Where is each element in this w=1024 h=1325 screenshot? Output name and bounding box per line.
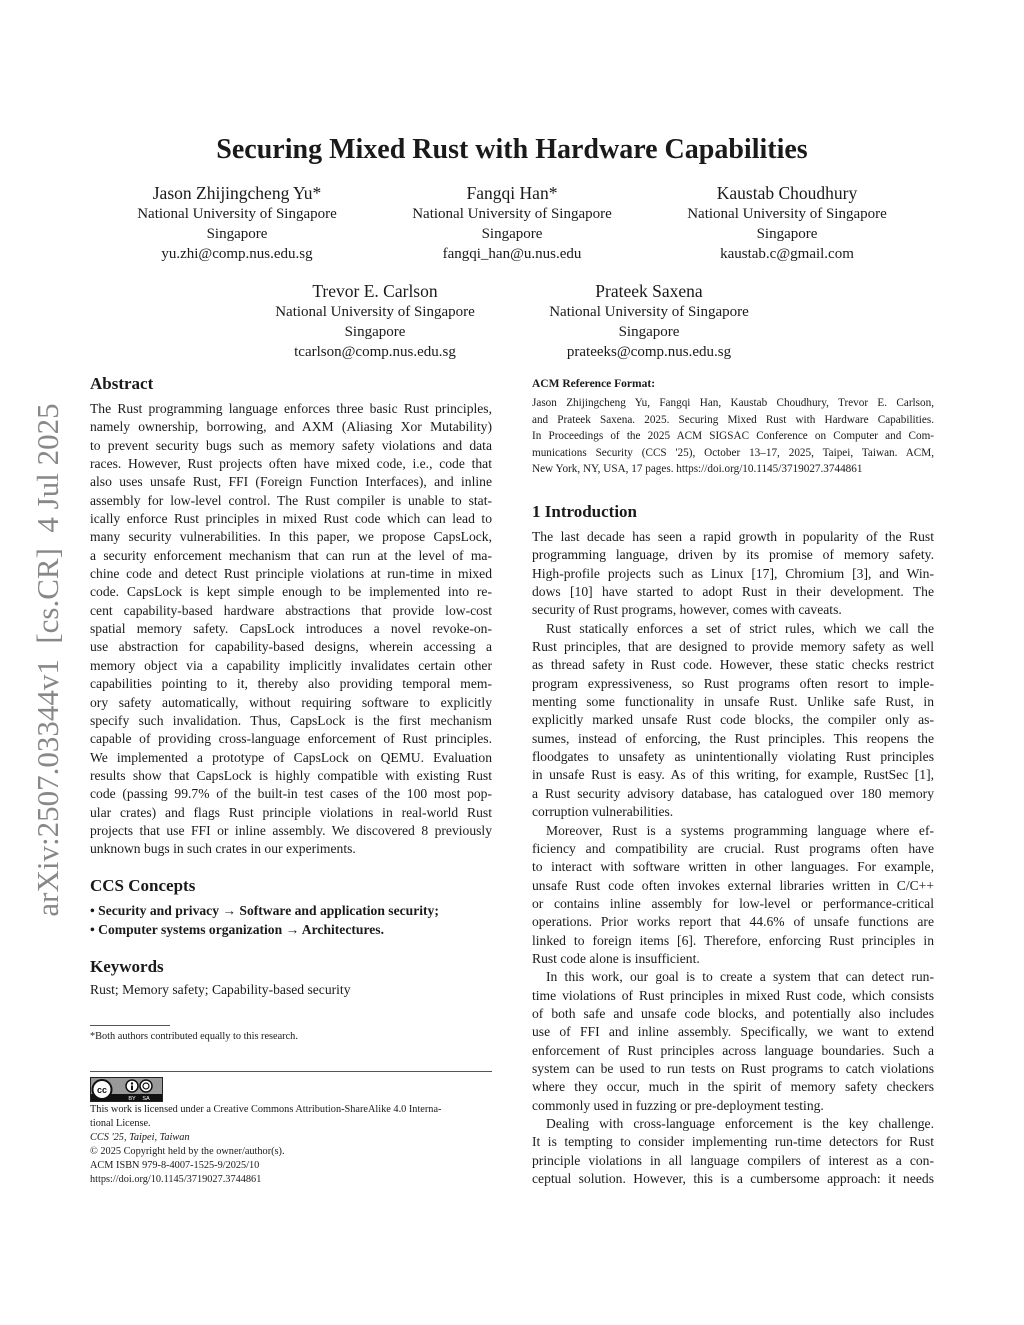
acm-ref-heading: ACM Reference Format:	[532, 378, 656, 390]
author-affiliation: National University of Singapore	[137, 206, 337, 222]
license-text: tional License.	[90, 1118, 151, 1129]
text-line: Rust principles, that are designed to provide memory safety as well	[532, 639, 934, 655]
svg-text:cc: cc	[96, 1085, 108, 1095]
author-affiliation: National University of Singapore	[412, 206, 612, 222]
author-block	[647, 182, 927, 264]
text-line: namely ownership, borrowing, and AXM (Aliasing Xor Mutability)	[90, 419, 492, 435]
acm-reference	[532, 395, 934, 478]
text-line: Moreover, Rust is a systems programming language where ef-	[546, 822, 934, 838]
author-affiliation: National University of Singapore	[549, 304, 749, 320]
text-line: sumes, instead of enforcing, the Rust principles. This reopens the	[532, 730, 934, 746]
text-line: capabilities pointing to it, thereby also providing temporal mem-	[90, 676, 492, 692]
text-line: as thread safety in Rust code. However, these static checks restrict	[532, 657, 934, 673]
text-line: a security enforcement mechanism that can run at the level of ma-	[90, 547, 492, 563]
arxiv-identifier: arXiv:2507.03344v1 [cs.CR] 4 Jul 2025	[30, 403, 65, 917]
text-line: many security vulnerabilities. In this paper, we propose CapsLock,	[90, 529, 492, 545]
text-line: a Rust security advisory database, has catalogued over 180 memory	[532, 785, 934, 801]
keywords-text: Rust; Memory safety; Capability-based security	[90, 982, 351, 997]
text-line: dows [10] have started to adopt Rust in their development. The	[532, 584, 934, 600]
text-line: or contains inline assembly for low-level or performance-critical	[532, 895, 934, 911]
text-line: The last decade has seen a rapid growth in popularity of the Rust	[532, 529, 934, 544]
ccs-concepts	[90, 901, 492, 939]
cc-by-sa-badge-icon	[90, 1077, 163, 1102]
text-line: use abstraction for capability-based designs, wherein accessing a	[90, 639, 492, 655]
author-email: yu.zhi@comp.nus.edu.sg	[161, 246, 313, 262]
text-line: where they occur, much in the spirit of memory safety checkers	[532, 1079, 934, 1095]
text-line: commonly used in fuzzing or pre-deployment testing.	[532, 1097, 824, 1113]
text-line: The Rust programming language enforces three basic Rust principles,	[90, 401, 492, 416]
text-line: linked to foreign items [6]. Therefore, enforcing Rust principles in	[532, 932, 934, 948]
text-line: assembly for low-level control. The Rust compiler is unable to stat-	[90, 492, 492, 508]
ccs-item: • Computer systems organization → Architectures.	[90, 922, 384, 937]
text-line: spatial memory safety. CapsLock introduces a novel revoke-on-	[90, 621, 492, 637]
text-line: in unsafe Rust is easy. As of this writing, for example, RustSec [1],	[532, 767, 934, 783]
text-line: corruption vulnerabilities.	[532, 804, 674, 820]
text-line: Rust statically enforces a set of strict rules, which we call the	[546, 620, 934, 636]
text-line: capable of providing cross-language enforcement of Rust principles.	[90, 731, 492, 747]
author-block	[97, 182, 377, 264]
text-line: munications Security (CCS '25), October 13–17, 2025, Taipei, Taiwan. ACM,	[532, 446, 934, 459]
paper-title: Securing Mixed Rust with Hardware Capabilities	[216, 134, 808, 165]
license-rule	[90, 1071, 492, 1072]
text-line: floodgates to unsafety as unintentionally violating Rust principles	[532, 749, 934, 765]
author-name: Kaustab Choudhury	[716, 183, 858, 203]
text-line: memory object via a capability implicitly invalidates certain other	[90, 657, 492, 673]
svg-text:BY: BY	[128, 1096, 136, 1101]
text-line: ular crates) and flags Rust principle violations in real-world Rust	[90, 804, 492, 820]
text-line: It is tempting to consider implementing run-time detectors for Rust	[532, 1134, 934, 1150]
author-block	[509, 280, 789, 362]
author-country: Singapore	[344, 324, 406, 340]
author-affiliation: National University of Singapore	[275, 304, 475, 320]
author-name: Trevor E. Carlson	[312, 281, 438, 301]
author-block	[372, 182, 652, 264]
text-line: explicitly marked unsafe Rust code blocks, the compiler only as-	[532, 712, 934, 728]
text-line: Rust code alone is insufficient.	[532, 950, 700, 966]
footnote-rule	[90, 1025, 170, 1026]
author-country: Singapore	[756, 226, 818, 242]
ccs-heading: CCS Concepts	[90, 876, 196, 895]
ccs-item: • Security and privacy → Software and application security;	[90, 903, 439, 918]
text-line: In Proceedings of the 2025 ACM SIGSAC Conference on Computer and Com-	[532, 430, 934, 442]
text-line: races. However, Rust projects often have mixed code, i.e., code that	[90, 456, 492, 472]
text-line: ory safety automatically, without requiring software to explicitly	[90, 694, 492, 710]
text-line: specify such invalidation. Thus, CapsLock is the first mechanism	[90, 712, 492, 728]
text-line: New York, NY, USA, 17 pages. https://doi.org/10.1145/3719027.3744861	[532, 463, 863, 475]
keywords-heading: Keywords	[90, 957, 164, 976]
text-line: cent capability-based hardware abstractions that provide low-cost	[90, 602, 492, 618]
abstract-body	[90, 400, 492, 859]
text-line: program expressiveness, so Rust programs often resort to imple-	[532, 675, 934, 691]
author-name: Prateek Saxena	[595, 281, 703, 301]
text-line: system can be used to run tests on Rust programs to catch violations	[532, 1060, 934, 1076]
text-line: unsafe Rust code often invokes external libraries written in C/C++	[532, 877, 934, 893]
text-line: and Prateek Saxena. 2025. Securing Mixed Rust with Hardware Capabilities.	[532, 413, 934, 426]
text-line: to interact with software written in other languages. For example,	[532, 859, 934, 875]
text-line: code. CapsLock is kept simple enough to be implemented into re-	[90, 584, 492, 600]
abstract-heading: Abstract	[90, 374, 154, 393]
venue: CCS '25, Taipei, Taiwan	[90, 1132, 190, 1143]
copyright: © 2025 Copyright held by the owner/author(s).	[90, 1146, 285, 1157]
text-line: Jason Zhijingcheng Yu, Fangqi Han, Kaustab Choudhury, Trevor E. Carlson,	[532, 397, 934, 409]
author-name: Fangqi Han*	[466, 183, 558, 203]
author-country: Singapore	[618, 324, 680, 340]
intro-body	[532, 528, 934, 1188]
text-line: We implemented a prototype of CapsLock on QEMU. Evaluation	[90, 749, 492, 765]
doi-link[interactable]: https://doi.org/10.1145/3719027.3744861	[90, 1174, 262, 1185]
author-affiliation: National University of Singapore	[687, 206, 887, 222]
text-line: chine code and detect Rust principle violations at run-time in mixed	[90, 566, 492, 582]
text-line: unknown bugs in such crates in our experiments.	[90, 841, 356, 857]
text-line: also uses unsafe Rust, FFI (Foreign Function Interfaces), and inline	[90, 474, 492, 490]
text-line: High-profile projects such as Linux [17], Chromium [3], and Win-	[532, 565, 934, 581]
text-line: code (passing 99.7% of the built-in test cases of the 100 most pop-	[90, 786, 492, 802]
text-line: time violations of Rust principles in mixed Rust code, which consists	[532, 987, 934, 1003]
text-line: use of FFI and inline assembly. Specifically, we want to extend	[532, 1024, 934, 1040]
text-line: enforcement of Rust principles across language boundaries. Such a	[532, 1042, 934, 1058]
text-line: operations. Prior works report that 44.6% of unsafe functions are	[532, 914, 934, 930]
text-line: In this work, our goal is to create a system that can detect run-	[546, 969, 934, 985]
text-line: ficiency and compatibility are crucial. Rust programs often have	[532, 840, 934, 856]
text-line: ically enforce Rust principles in mixed Rust code which can lead to	[90, 511, 492, 527]
author-country: Singapore	[206, 226, 268, 242]
author-block	[235, 280, 515, 362]
svg-text:SA: SA	[142, 1096, 150, 1101]
author-name: Jason Zhijingcheng Yu*	[152, 183, 322, 203]
text-line: of both safe and unsafe code blocks, and potentially also includes	[532, 1005, 934, 1021]
text-line: ceptual solution. However, this is a cumbersome approach: it needs	[532, 1171, 934, 1187]
text-line: security of Rust programs, however, comes with caveats.	[532, 602, 842, 618]
license-text: This work is licensed under a Creative Commons Attribution-ShareAlike 4.0 Interna-	[90, 1104, 442, 1115]
text-line: principle violations in all language compilers of interest as a con-	[532, 1152, 934, 1168]
intro-heading: 1 Introduction	[532, 502, 638, 521]
text-line: results show that CapsLock is highly compatible with existing Rust	[90, 767, 492, 783]
text-line: menting some functionality in unsafe Rust. Unlike safe Rust, in	[532, 694, 934, 710]
author-country: Singapore	[481, 226, 543, 242]
author-email: tcarlson@comp.nus.edu.sg	[294, 344, 456, 360]
text-line: to prevent security bugs such as memory safety violations and data	[90, 437, 492, 453]
isbn: ACM ISBN 979-8-4007-1525-9/2025/10	[90, 1160, 260, 1171]
author-email: kaustab.c@gmail.com	[720, 246, 854, 262]
text-line: programming language, driven by its promise of memory safety.	[532, 547, 934, 563]
text-line: projects that use FFI or inline assembly. We discovered 8 previously	[90, 822, 492, 838]
author-email: fangqi_han@u.nus.edu	[442, 246, 582, 262]
author-email: prateeks@comp.nus.edu.sg	[566, 344, 732, 360]
license-block	[90, 1103, 492, 1187]
text-line: Dealing with cross-language enforcement is the key challenge.	[546, 1116, 934, 1131]
footnote: *Both authors contributed equally to this research.	[90, 1031, 298, 1042]
